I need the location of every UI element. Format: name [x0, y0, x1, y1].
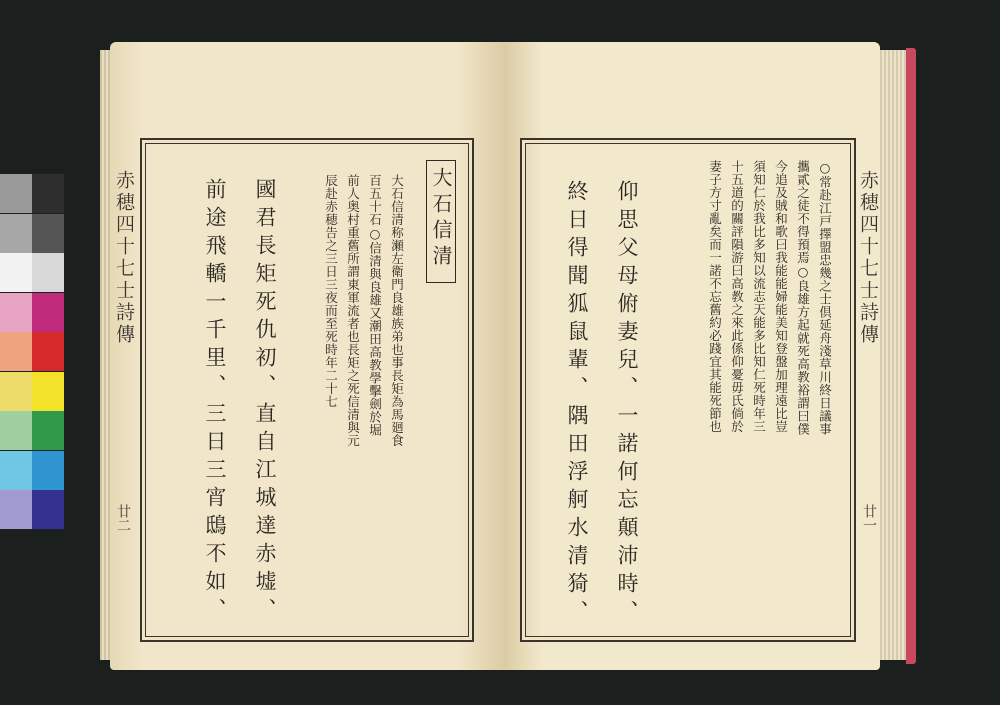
color-swatch — [32, 372, 64, 411]
right-page-folio: 廿一 — [861, 504, 877, 532]
right-note-line-6: 妻子方寸亂矣而一諾不忘舊約必踐宜其能死節也 — [707, 160, 723, 433]
right-note-line-4: 須知仁於我比多知以流志天能多比知仁死時年三 — [751, 160, 767, 433]
color-swatch — [0, 214, 32, 253]
left-page-folio: 廿二 — [115, 504, 131, 532]
color-swatch — [32, 174, 64, 213]
right-poem-line-2: 終日得聞狐鼠輩、隅田浮舸水清猗、 — [565, 180, 589, 628]
left-text-frame — [140, 138, 474, 642]
open-book — [100, 42, 920, 670]
right-note-line-2: 攜貳之徒不得預焉○良雄方起就死高教裕謂曰僕 — [795, 160, 811, 436]
color-swatch — [32, 332, 64, 371]
left-poem-line-1: 國君長矩死仇初、直自江城達赤墟、 — [253, 178, 277, 626]
left-note-line-3: 前人奥村重舊所謂東軍流者也長矩之死信清與元 — [345, 174, 361, 447]
color-swatch — [32, 411, 64, 450]
red-cover-edge — [906, 48, 916, 664]
entry-title: 大石信清 — [429, 167, 453, 271]
left-poem-line-2: 前途飛轎一千里、三日三宵鴟不如、 — [203, 178, 227, 626]
color-swatch — [0, 293, 32, 332]
left-page-header: 赤穂四十七士詩傳 — [113, 170, 135, 346]
color-swatch — [0, 411, 32, 450]
color-swatch — [32, 293, 64, 332]
left-note-line-4: 辰赴赤穂告之三日三夜而至死時年二十七 — [323, 174, 339, 408]
color-swatch — [32, 451, 64, 490]
color-swatch — [0, 372, 32, 411]
color-swatch — [0, 174, 32, 213]
color-swatch — [0, 490, 32, 529]
right-page-stack — [880, 50, 906, 660]
right-poem-line-1: 仰思父母俯妻兒、一諾何忘顛沛時、 — [615, 180, 639, 628]
left-note-line-2: 百五十石○信清與良雄又潮田高教學擊劍於堀 — [367, 174, 383, 437]
right-note-line-1: ○常赴江戸擇盟忠幾之士倶延舟淺草川終日議事 — [817, 160, 833, 436]
color-swatch — [32, 214, 64, 253]
color-swatch — [0, 451, 32, 490]
right-note-line-5: 十五道的關評隕游曰高教之來此係仰憂毋氏倘於 — [729, 160, 745, 433]
entry-title-box — [426, 160, 456, 283]
right-page-header: 赤穂四十七士詩傳 — [857, 170, 879, 346]
right-note-line-3: 今追及賊和歌曰我能能婦能美知登盤加理遠比豈 — [773, 160, 789, 433]
color-swatch — [32, 253, 64, 292]
left-note-line-1: 大石信清称瀬左衛門良雄族弟也事長矩為馬廻食 — [389, 174, 405, 447]
color-calibration-strip — [0, 174, 64, 530]
color-swatch — [0, 253, 32, 292]
color-swatch — [32, 490, 64, 529]
color-swatch — [0, 332, 32, 371]
